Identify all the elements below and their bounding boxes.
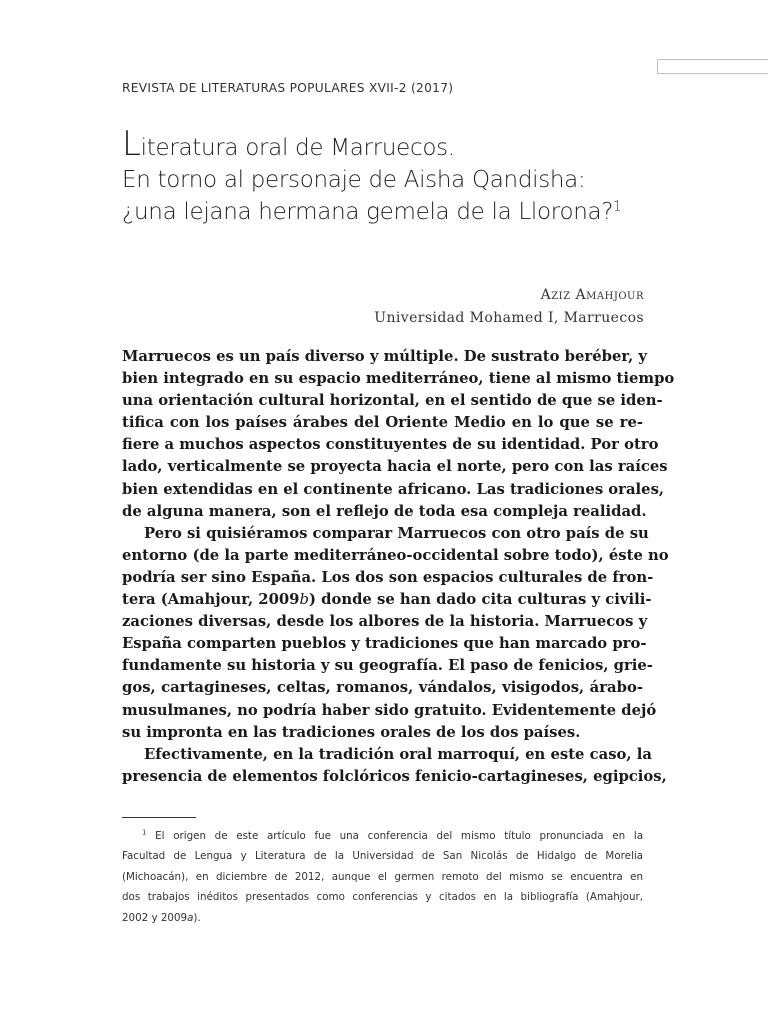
footnote-line: Facultad de Lengua y Literatura de la Universidad de San Nicolás de Hidalgo de Morelia	[122, 850, 643, 863]
body-line: musulmanes, no podría haber sido gratuito. Evidentemente dejó	[122, 701, 657, 719]
body-line: presencia de elementos folclóricos fenicio-cartagineses, egipcios,	[122, 767, 667, 785]
author-name: Aziz Amahjour	[540, 287, 644, 303]
citation-post: ) donde se han dado cita culturas y civili-	[308, 591, 652, 609]
body-line: de alguna manera, son el reflejo de toda esa compleja realidad.	[122, 502, 647, 520]
footnote-last-pre: 2002 y 2009	[122, 911, 188, 924]
body-line: España comparten pueblos y tradiciones que han marcado pro-	[122, 635, 647, 653]
article-title	[122, 124, 652, 228]
title-initial: L	[122, 124, 141, 164]
footnote-line	[122, 908, 643, 928]
body-line: podría ser sino España. Los dos son espacios culturales de fron-	[122, 568, 654, 586]
body-line: fiere a muchos aspectos constituyentes de su identidad. Por otro	[122, 436, 659, 454]
running-head: REVISTA DE LITERATURAS POPULARES XVII-2 (2017)	[122, 81, 454, 95]
body-line: Pero si quisiéramos comparar Marruecos con otro país de su	[144, 524, 649, 542]
title-line-2: En torno al personaje de Aisha Qandisha:	[122, 167, 586, 193]
title-line-3-text: ¿una lejana hermana gemela de la Llorona?	[122, 199, 614, 225]
body-line: una orientación cultural horizontal, en el sentido de que se iden-	[122, 392, 663, 410]
body-line: bien extendidas en el continente africano. Las tradiciones orales,	[122, 480, 665, 498]
footnote-mark: 1	[142, 828, 147, 837]
body-line: Marruecos es un país diverso y múltiple. De sustrato beréber, y	[122, 348, 647, 365]
author-affiliation: Universidad Mohamed I, Marruecos	[374, 310, 644, 326]
footnote-line: (Michoacán), en diciembre de 2012, aunque el germen remoto del mismo se encuentra en	[122, 870, 643, 883]
body-line-citation	[122, 589, 652, 611]
footnote-last-italic: a	[187, 911, 194, 924]
body-line: tifica con los países árabes del Oriente Medio en lo que se re-	[122, 414, 643, 432]
body-line: gos, cartagineses, celtas, romanos, vándalos, visigodos, árabo-	[122, 679, 643, 697]
footnote-last-post: ).	[193, 911, 201, 924]
citation-pre: tera (Amahjour, 2009	[122, 591, 300, 609]
body-line: bien integrado en su espacio mediterráneo, tiene al mismo tiempo	[122, 370, 675, 388]
title-line-1	[122, 124, 652, 164]
footnote	[122, 826, 643, 928]
title-line-3	[122, 196, 652, 228]
body-line: entorno (de la parte mediterráneo-occidental sobre todo), éste no	[122, 546, 669, 564]
body-line: zaciones diversas, desde los albores de la historia. Marruecos y	[122, 613, 648, 631]
body-line: fundamente su historia y su geografía. El paso de fenicios, grie-	[122, 657, 653, 675]
body-line: Efectivamente, en la tradición oral marroquí, en este caso, la	[144, 745, 652, 763]
title-line-1-text: iteratura oral de Marruecos.	[140, 135, 455, 161]
corner-box	[657, 59, 768, 74]
footnote-rule	[122, 817, 196, 818]
author-block	[374, 284, 644, 330]
body-line: lado, verticalmente se proyecta hacia el norte, pero con las raíces	[122, 458, 668, 476]
footnote-line: dos trabajos inéditos presentados como conferencias y citados en la bibliografía (Amahjour,	[122, 891, 643, 904]
citation-italic: b	[299, 591, 309, 609]
body-text	[122, 346, 675, 788]
footnote-line	[122, 826, 643, 846]
footnote-line-text: El origen de este artículo fue una conferencia del mismo título pronunciada en la	[146, 830, 643, 842]
body-line: su impronta en las tradiciones orales de los dos países.	[122, 723, 581, 741]
title-footnote-mark: 1	[613, 199, 622, 215]
